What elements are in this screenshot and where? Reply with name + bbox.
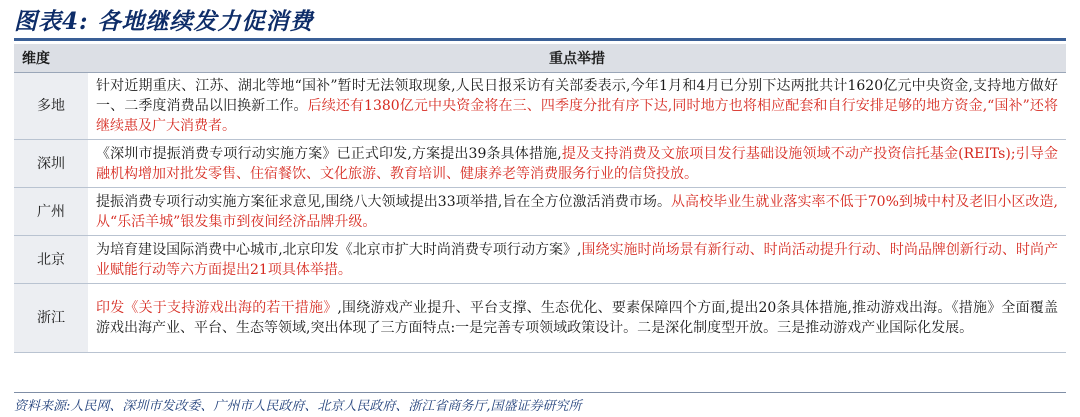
table-row: [14, 188, 1066, 236]
row-content: [88, 188, 1066, 236]
row-content: [88, 284, 1066, 353]
row-highlight: 提及支持消费及文旅项目发行基础设施领域不动产投资信托基金(REITs);引导金融机构增加对批发零售、住宿餐饮、文化旅游、教育培训、健康养老等消费服务行业的信贷投放。: [96, 145, 1058, 182]
row-highlight: 从高校毕业生就业落实率不低于70%到城中村及老旧小区改造,从“乐活羊城”银发集市到夜间经济品牌升级。: [96, 193, 1058, 230]
row-content: [88, 73, 1066, 140]
header-measures: 重点举措: [88, 44, 1066, 73]
row-region: 多地: [14, 73, 88, 140]
row-region: 北京: [14, 236, 88, 284]
row-content: [88, 140, 1066, 188]
row-region: 浙江: [14, 284, 88, 353]
table-row: [14, 73, 1066, 140]
row-content: [88, 236, 1066, 284]
source-note: 资料来源:人民网、深圳市发改委、广州市人民政府、北京人民政府、浙江省商务厅,国盛证券研究所: [14, 399, 582, 414]
row-region: 深圳: [14, 140, 88, 188]
table-row: [14, 236, 1066, 284]
row-text: 为培育建设国际消费中心城市,北京印发《北京市扩大时尚消费专项行动方案》,: [96, 241, 582, 258]
table-header-row: [14, 44, 1066, 73]
table-row: [14, 284, 1066, 353]
row-region: 广州: [14, 188, 88, 236]
header-region: 维度: [14, 44, 88, 73]
table-row: [14, 140, 1066, 188]
title-rule: [14, 38, 1066, 41]
row-text-after: ,围绕游戏产业提升、平台支撑、生态优化、要素保障四个方面,提出20条具体措施,推动游戏出海。《措施》全面覆盖游戏出海产业、平台、生态等领域,突出体现了三方面特点:一是完善专项领域政策设计。二是深化制度型开放。三是推动游戏产业国际化发展。: [96, 300, 1058, 336]
row-highlight: 印发《关于支持游戏出海的若干措施》: [96, 300, 338, 316]
row-highlight: 后续还有1380亿元中央资金将在三、四季度分批有序下达,同时地方也将相应配套和自行安排足够的地方资金,“国补”还将继续惠及广大消费者。: [96, 98, 1059, 134]
row-text: 《深圳市提振消费专项行动实施方案》已正式印发,方案提出39条具体措施,: [96, 145, 562, 162]
row-text: 针对近期重庆、江苏、湖北等地“国补”暂时无法领取现象,人民日报采访有关部委表示,今年1月和4月已分别下达两批共计1620亿元中央资金,支持地方做好一、二季度消费品以旧换新工作。: [96, 78, 1058, 114]
row-highlight: 围绕实施时尚场景有新行动、时尚活动提升行动、时尚品牌创新行动、时尚产业赋能行动等六方面提出21项具体举措。: [96, 241, 1058, 278]
bottom-rule: [14, 392, 1066, 393]
figure-title: 图表4: 各地继续发力促消费: [14, 8, 314, 35]
row-text: 提振消费专项行动实施方案征求意见,围绕八大领域提出33项举措,旨在全方位激活消费市场。: [96, 193, 671, 210]
measures-table: [14, 44, 1066, 353]
